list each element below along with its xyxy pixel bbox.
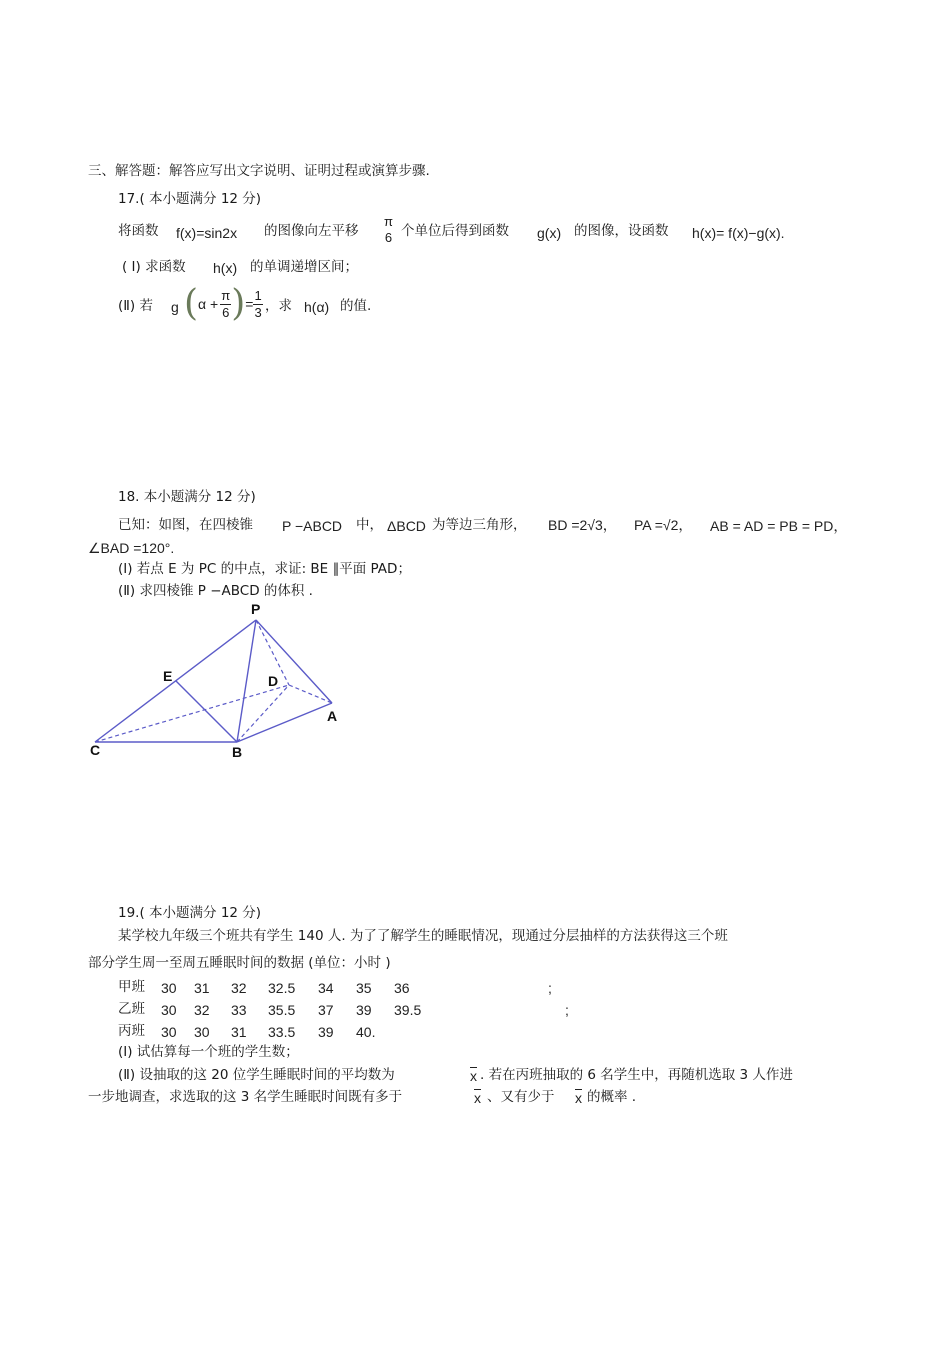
row-terminator: ; bbox=[548, 980, 552, 996]
q19-part2-a: (Ⅱ) 设抽取的这 20 位学生睡眠时间的平均数为 bbox=[118, 1067, 395, 1083]
edge-CD bbox=[95, 685, 289, 742]
sleep-value: 35 bbox=[356, 980, 372, 996]
sleep-value: 33 bbox=[231, 1002, 247, 1018]
sleep-value: 36 bbox=[394, 980, 410, 996]
sleep-value: 30 bbox=[161, 1024, 177, 1040]
vertex-label-D: D bbox=[268, 673, 279, 689]
sleep-value: 39 bbox=[356, 1002, 372, 1018]
sleep-value: 37 bbox=[318, 1002, 334, 1018]
section-title: 三、解答题：解答应写出文字说明、证明过程或演算步骤. bbox=[88, 163, 430, 179]
q19-last-c: 的概率 . bbox=[587, 1089, 637, 1105]
sleep-value: 33.5 bbox=[268, 1024, 296, 1040]
class-row-name: 丙班 bbox=[118, 1023, 145, 1039]
q17-f-def: f(x)=sin2x bbox=[176, 225, 238, 241]
vertex-label-B: B bbox=[232, 744, 243, 760]
segment-EB bbox=[176, 681, 237, 742]
q17-stem-c: 个单位后得到函数 bbox=[401, 223, 509, 239]
q17-stem-d: 的图像，设函数 bbox=[574, 223, 669, 239]
vertex-label-A: A bbox=[327, 708, 338, 724]
q18-equalities: AB = AD = PB = PD， bbox=[710, 518, 848, 534]
q17-part1-h: h(x) bbox=[213, 260, 238, 276]
sleep-value: 31 bbox=[231, 1024, 247, 1040]
q17-h-def: h(x)= f(x)−g(x). bbox=[692, 225, 785, 241]
sleep-value: 32 bbox=[194, 1002, 210, 1018]
q17-part2-six: 6 bbox=[222, 304, 230, 320]
q17-part2-pi: π bbox=[221, 287, 231, 303]
q18-pa: PA =√2， bbox=[634, 517, 693, 533]
q18-triangle: ΔBCD bbox=[387, 518, 426, 534]
q17-part2-bracket-expr: (α + $\frac{\pi}{6}$ )= $\frac{1}{3}$ bbox=[184, 283, 262, 324]
q19-part1: (Ⅰ) 试估算每一个班的学生数； bbox=[118, 1044, 299, 1060]
q19-part2-b: . 若在丙班抽取的 6 名学生中，再随机选取 3 人作进 bbox=[480, 1067, 793, 1083]
pyramid-solid-edges bbox=[95, 620, 332, 742]
q17-shift-den: 6 bbox=[384, 230, 393, 245]
q17-three: 3 bbox=[254, 304, 262, 320]
sleep-value: 30 bbox=[161, 980, 177, 996]
q19-last-b: 、又有少于 bbox=[487, 1089, 555, 1105]
pyramid-hidden-edges bbox=[95, 620, 332, 742]
sleep-value: 40. bbox=[356, 1024, 376, 1040]
q17-header: 17.( 本小题满分 12 分) bbox=[118, 191, 262, 207]
sleep-value: 30 bbox=[194, 1024, 210, 1040]
q17-part1-label: ( Ⅰ) 求函数 bbox=[122, 259, 186, 275]
q19-header: 19.( 本小题满分 12 分) bbox=[118, 905, 262, 921]
q17-part2-c: 的值. bbox=[340, 298, 372, 314]
vertex-label-P: P bbox=[251, 601, 261, 617]
q17-part1-text: 的单调递增区间； bbox=[250, 259, 358, 275]
q18-line1-c: 为等边三角形， bbox=[432, 517, 527, 533]
sleep-value: 30 bbox=[161, 1002, 177, 1018]
q18-bd: BD =2√3， bbox=[548, 517, 617, 533]
q17-one: 1 bbox=[254, 287, 262, 303]
edge-BA bbox=[237, 703, 332, 742]
sleep-value: 39.5 bbox=[394, 1002, 422, 1018]
row-terminator: ; bbox=[565, 1002, 569, 1018]
q18-part2: (Ⅱ) 求四棱锥 P −ABCD 的体积 . bbox=[118, 583, 313, 599]
q17-stem-label: 将函数 bbox=[118, 223, 159, 239]
q17-shift-num: π bbox=[384, 214, 393, 229]
sleep-value: 32.5 bbox=[268, 980, 296, 996]
class-row-name: 甲班 bbox=[118, 979, 145, 995]
sleep-value: 39 bbox=[318, 1024, 334, 1040]
q17-part2-h: h(α) bbox=[304, 299, 330, 315]
q17-alpha-plus: α + bbox=[198, 296, 219, 312]
q18-header: 18. 本小题满分 12 分) bbox=[118, 489, 256, 505]
q19-xbar-3: $\overline{x}$ bbox=[575, 1090, 582, 1106]
edge-DA bbox=[289, 685, 332, 703]
vertex-label-C: C bbox=[90, 742, 101, 758]
q17-g-name: g(x) bbox=[537, 225, 562, 241]
q17-part2-b: ，求 bbox=[265, 298, 292, 314]
q19-last-a: 一步地调查，求选取的这 3 名学生睡眠时间既有多于 bbox=[88, 1089, 403, 1105]
q17-part2-label: (Ⅱ) 若 bbox=[118, 298, 153, 314]
q19-xbar-1: $\overline{x}$ bbox=[470, 1068, 477, 1084]
edge-PC bbox=[95, 620, 256, 742]
q17-stem-b: 的图像向左平移 bbox=[264, 223, 359, 239]
q18-line1-a: 已知：如图，在四棱锥 bbox=[118, 517, 253, 533]
q19-line1: 某学校九年级三个班共有学生 140 人. 为了了解学生的睡眠情况，现通过分层抽样的方法获得这三个班 bbox=[118, 928, 728, 944]
class-row-name: 乙班 bbox=[118, 1001, 145, 1017]
edge-PA bbox=[256, 620, 332, 703]
q18-angle: ∠BAD =120°. bbox=[88, 540, 175, 556]
q19-line2: 部分学生周一至周五睡眠时间的数据 (单位：小时 ) bbox=[88, 955, 391, 971]
sleep-value: 34 bbox=[318, 980, 334, 996]
q19-xbar-2: $\overline{x}$ bbox=[474, 1090, 481, 1106]
vertex-label-E: E bbox=[163, 668, 173, 684]
sleep-value: 31 bbox=[194, 980, 210, 996]
q17-eq: = bbox=[245, 296, 254, 312]
q18-part1: (Ⅰ) 若点 E 为 PC 的中点，求证: BE ∥平面 PAD； bbox=[118, 561, 411, 577]
q18-line1-b: 中， bbox=[356, 517, 383, 533]
q17-part2-g: g bbox=[171, 299, 179, 315]
q18-pyramid: P −ABCD bbox=[282, 518, 343, 534]
sleep-value: 32 bbox=[231, 980, 247, 996]
sleep-value: 35.5 bbox=[268, 1002, 296, 1018]
